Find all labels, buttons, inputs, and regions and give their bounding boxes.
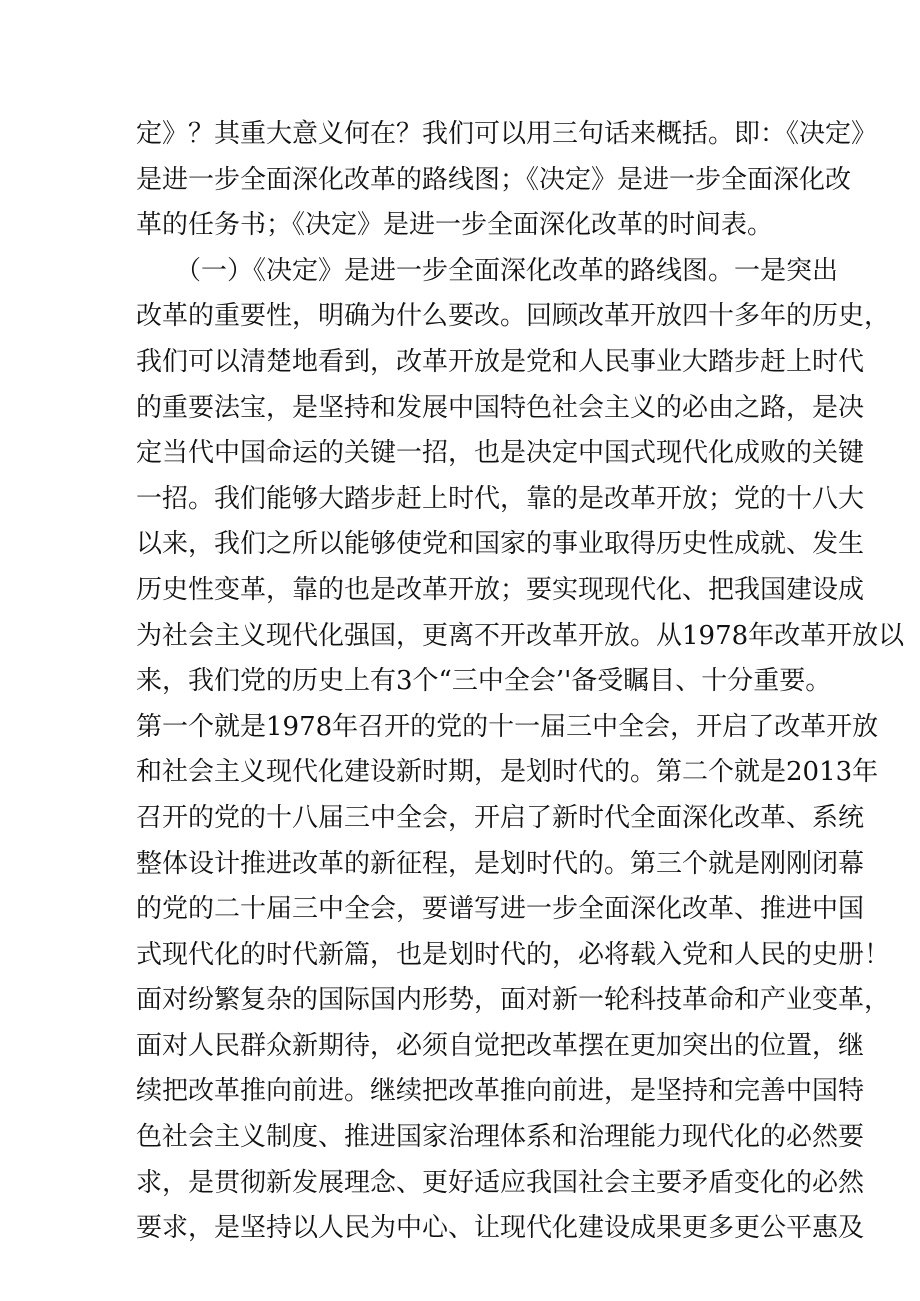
text-line: 定当代中国命运的关键一招，也是决定中国式现代化成败的关键 <box>136 438 865 469</box>
text-line: 的党的二十届三中全会，要谱写进一步全面深化改革、推进中国 <box>136 894 865 925</box>
text-line: 改革的重要性，明确为什么要改。回顾改革开放四十多年的历史， <box>136 301 891 332</box>
text-line: 我们可以清楚地看到，改革开放是党和人民事业大踏步赶上时代 <box>136 346 865 377</box>
text-line: （一）《决定》是进一步全面深化改革的路线图。一是突出 <box>136 255 839 286</box>
text-line: 面对纷繁复杂的国际国内形势，面对新一轮科技革命和产业变革， <box>136 985 891 1016</box>
text-line: 的重要法宝，是坚持和发展中国特色社会主义的必由之路，是决 <box>136 392 865 423</box>
text-line: 以来，我们之所以能够使党和国家的事业取得历史性成就、发生 <box>136 529 865 560</box>
text-line: 第一个就是1978年召开的党的十一届三中全会，开启了改革开放 <box>136 711 879 742</box>
text-line: 是进一步全面深化改革的路线图；《决定》是进一步全面深化改 <box>136 164 852 195</box>
text-line: 求，是贯彻新发展理念、更好适应我国社会主要矛盾变化的必然 <box>136 1167 865 1198</box>
text-line: 为社会主义现代化强国，更离不开改革开放。从1978年改革开放以 <box>136 620 905 651</box>
text-line: 式现代化的时代新篇，也是划时代的，必将载入党和人民的史册！ <box>136 939 891 970</box>
text-line: 召开的党的十八届三中全会，开启了新时代全面深化改革、系统 <box>136 802 865 833</box>
text-line: 续把改革推向前进。继续把改革推向前进，是坚持和完善中国特 <box>136 1076 865 1107</box>
text-line: 定》？其重大意义何在？我们可以用三句话来概括。即：《决定》 <box>136 119 878 149</box>
text-line: 一招。我们能够大踏步赶上时代，靠的是改革开放；党的十八大 <box>136 483 865 514</box>
text-line: 革的任务书；《决定》是进一步全面深化改革的时间表。 <box>136 210 774 241</box>
text-line: 面对人民群众新期待，必须自觉把改革摆在更加突出的位置，继 <box>136 1030 865 1061</box>
text-line: 要求，是坚持以人民为中心、让现代化建设成果更多更公平惠及 <box>136 1213 865 1244</box>
text-line: 历史性变革，靠的也是改革开放；要实现现代化、把我国建设成 <box>136 574 865 605</box>
text-line: 来，我们党的历史上有3个“三中全会’'备受瞩目、十分重要。 <box>136 666 832 697</box>
text-line: 和社会主义现代化建设新时期，是划时代的。第二个就是2013年 <box>136 757 879 788</box>
text-line: 色社会主义制度、推进国家治理体系和治理能力现代化的必然要 <box>136 1122 865 1153</box>
body-text <box>136 112 905 1252</box>
text-line: 整体设计推进改革的新征程，是划时代的。第三个就是刚刚闭幕 <box>136 848 865 879</box>
